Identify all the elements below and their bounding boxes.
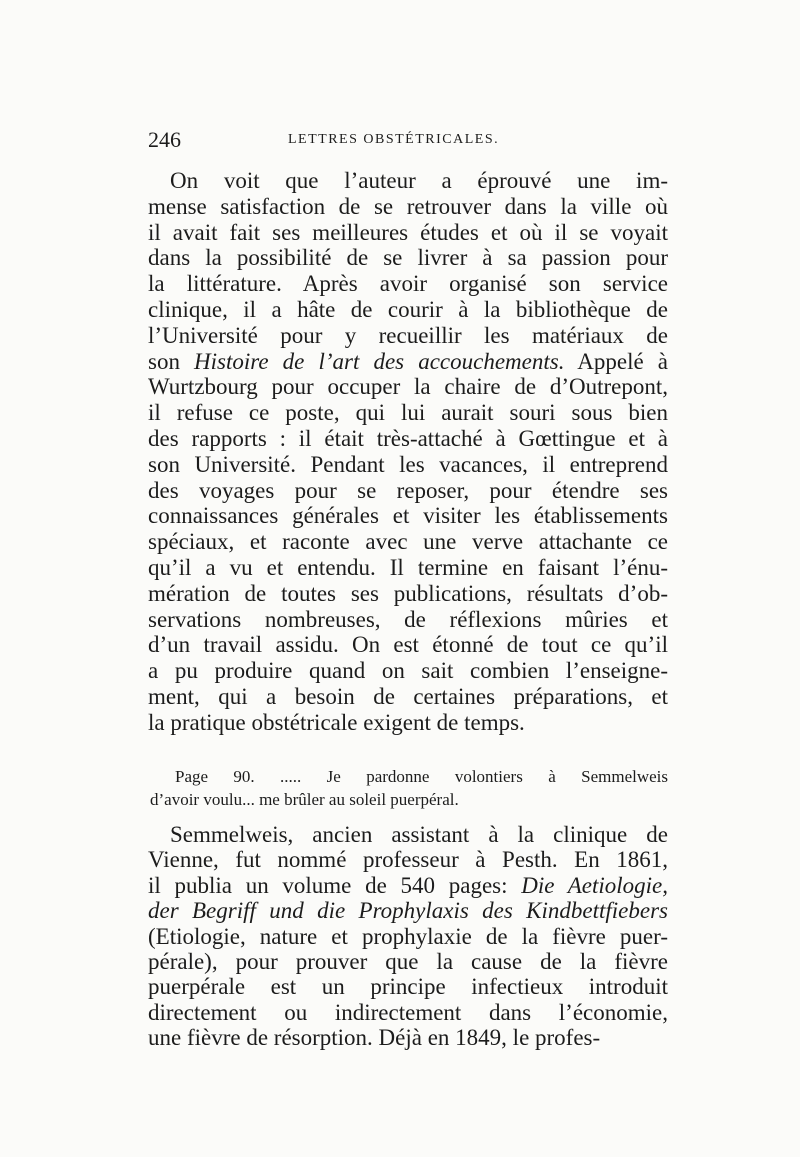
text-line: mense satisfaction de se retrouver dans la ville où <box>148 193 668 219</box>
text-line: la littérature. Après avoir organisé son service <box>148 271 668 297</box>
text-line: d’avoir voulu... me brûler au soleil puerpéral. <box>150 790 459 809</box>
text-line: Semmelweis, ancien assistant à la clinique de <box>170 822 668 847</box>
text-line: Wurtzbourg pour occuper la chaire de d’Outrepont, <box>148 374 668 400</box>
italic-title: der Begriff und die Prophylaxis des Kindbettfiebers <box>148 898 668 924</box>
text-line: Vienne, fut nommé professeur à Pesth. En 1861, <box>148 847 668 873</box>
italic-title: Die Aetiologie, <box>521 872 668 898</box>
text-line: la pratique obstétricale exigent de temps. <box>148 709 525 735</box>
text-line: des voyages pour se reposer, pour étendre ses <box>148 477 668 503</box>
text-line <box>148 898 668 923</box>
text-line: mération de toutes ses publications, résultats d’ob- <box>148 580 668 606</box>
quoted-passage <box>150 765 668 811</box>
page-number: 246 <box>148 127 181 152</box>
text-line: spéciaux, et raconte avec une verve attachante ce <box>148 529 668 555</box>
text-line: d’un travail assidu. On est étonné de tout ce qu’il <box>148 632 668 658</box>
text-line: On voit que l’auteur a éprouvé une im- <box>170 168 668 193</box>
paragraph-1 <box>148 168 668 736</box>
text-line: qu’il a vu et entendu. Il termine en faisant l’énu- <box>148 554 668 580</box>
text-line: puerpérale est un principe infectieux introduit <box>148 974 668 1000</box>
italic-title: Histoire de l’art des accouchements. <box>194 348 565 374</box>
running-title: LETTRES OBSTÉTRICALES. <box>288 132 500 147</box>
text-line: clinique, il a hâte de courir à la bibliothèque de <box>148 296 668 322</box>
text-line: directement ou indirectement dans l’économie, <box>148 999 668 1025</box>
text-line: il avait fait ses meilleures études et où il se voyait <box>148 219 668 245</box>
text-line: ment, qui a besoin de certaines préparations, et <box>148 683 668 709</box>
text-span: son <box>148 348 195 374</box>
text-line: il refuse ce poste, qui lui aurait souri sous bien <box>148 400 668 426</box>
text-line: (Etiologie, nature et prophylaxie de la fièvre puer- <box>148 923 668 949</box>
text-line: des rapports : il était très-attaché à Gœttingue et à <box>148 425 668 451</box>
text-line: Page 90. ..... Je pardonne volontiers à Semmelweis <box>175 767 668 786</box>
text-line <box>148 349 668 375</box>
text-line: servations nombreuses, de réflexions mûries et <box>148 606 668 632</box>
text-line: pérale), pour prouver que la cause de la fièvre <box>148 948 668 974</box>
text-line: a pu produire quand on sait combien l’enseigne- <box>148 658 668 684</box>
text-span: il publia un volume de 540 pages: <box>148 872 522 898</box>
text-line: dans la possibilité de se livrer à sa passion pour <box>148 245 668 271</box>
page-header <box>148 127 668 153</box>
paragraph-2 <box>148 822 668 1051</box>
text-span: Appelé à <box>564 348 668 374</box>
text-line: son Université. Pendant les vacances, il entreprend <box>148 451 668 477</box>
text-line: connaissances générales et visiter les établissements <box>148 503 668 529</box>
text-line: l’Université pour y recueillir les matériaux de <box>148 322 668 348</box>
text-line <box>148 873 668 898</box>
text-line: une fièvre de résorption. Déjà en 1849, le profes- <box>148 1025 601 1051</box>
